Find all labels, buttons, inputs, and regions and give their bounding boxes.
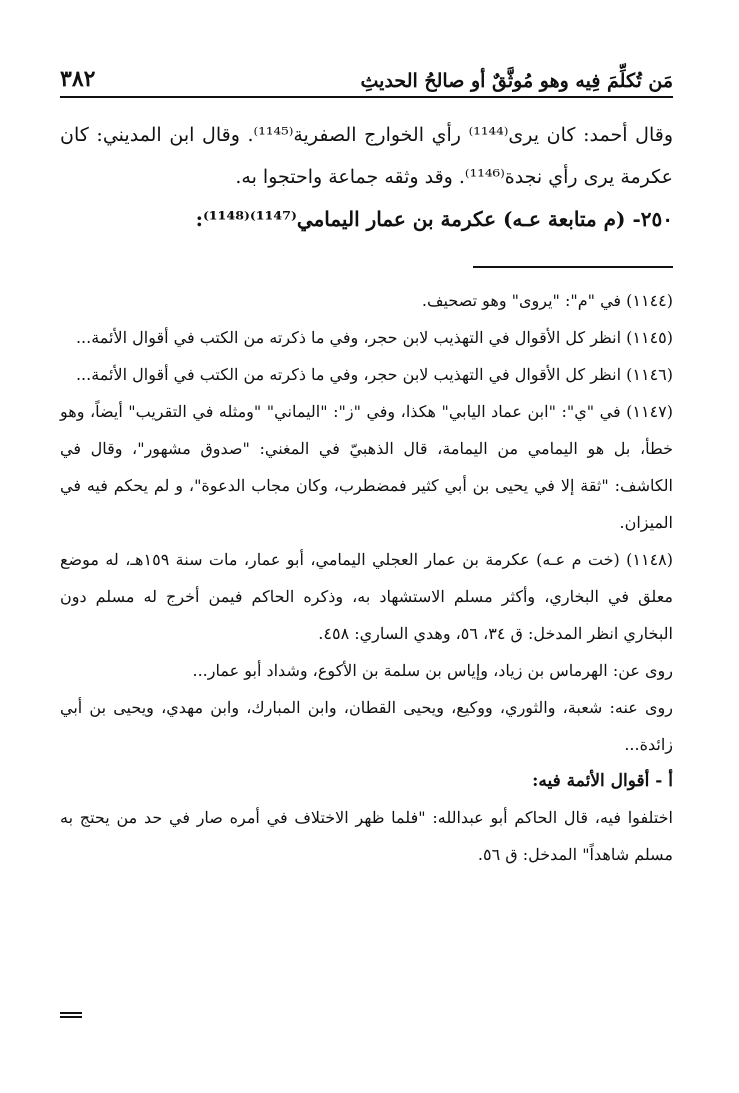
running-title: مَن تُكلِّمَ فِيه وهو مُوثَّقٌ أو صالحُ الحديثِ [360, 70, 673, 92]
page-header [60, 52, 673, 98]
footnote-1148: (١١٤٨) (خت م عـه) عكرمة بن عمار العجلي اليمامي، أبو عمار، مات سنة ١٥٩هـ، له موضع معلق في البخاري، وأكثر مسلم الاستشهاد به، وذكره الحاكم فيمن أخرج له مسلم دون البخاري انظر المدخل: ق ٣٤، ٥٦، وهدي الساري: ٤٥٨. [60, 550, 673, 643]
footnote-1144: (١١٤٤) في "م": "يروى" وهو تصحيف. [421, 291, 673, 310]
imams-sayings-heading: أ - أقوال الأئمة فيه: [532, 771, 673, 791]
final-paragraph: اختلفوا فيه، قال الحاكم أبو عبدالله: "فلما ظهر الاختلاف في أمره صار في حد من يحتج به مسلم شاهداً" المدخل: ق ٥٦. [60, 808, 673, 864]
footnote-1145: (١١٤٥) انظر كل الأقوال في التهذيب لابن حجر، وفي ما ذكرته من الكتب في أقوال الأئمة... [75, 328, 673, 347]
narrator-entry-heading: ٢٥٠- (م متابعة عـه) عكرمة بن عمار اليمامي⁽¹¹⁴⁷⁾⁽¹¹⁴⁸⁾: [195, 207, 673, 231]
page-number: ٣٨٢ [60, 66, 96, 92]
footnote-divider [473, 266, 673, 268]
narrated-by-line: روى عنه: شعبة، والثوري، ووكيع، ويحيى القطان، وابن المبارك، وابن مهدي، ويحيى بن أبي زائدة... [60, 698, 673, 754]
footnote-end-mark [60, 1012, 82, 1018]
footnotes-section [60, 282, 673, 873]
footnote-1147: (١١٤٧) في "ي": "ابن عماد اليابي" هكذا، وفي "ز": "اليماني" "ومثله في التقريب" أيضاً، وهو خطأ، بل هو اليمامي من اليمامة، قال الذهبيّ في المغني: "صدوق مشهور"، وقال في الكاشف: "ثقة إلا في يحيى بن أبي كثير فمضطرب، وكان مجاب الدعوة"، و لم يحكم فيه في الميزان. [60, 402, 673, 532]
main-text [60, 114, 673, 240]
narrated-from-line: روى عن: الهرماس بن زياد، وإياس بن سلمة بن الأكوع، وشداد أبو عمار... [192, 661, 673, 680]
body-paragraph: وقال أحمد: كان يرى⁽¹¹⁴⁴⁾ رأي الخوارج الصفرية⁽¹¹⁴⁵⁾. وقال ابن المديني: كان عكرمة يرى رأي نجدة⁽¹¹⁴⁶⁾. وقد وثقه جماعة واحتجوا به. [60, 124, 673, 188]
book-page [60, 0, 673, 1093]
footnote-1146: (١١٤٦) انظر كل الأقوال في التهذيب لابن حجر، وفي ما ذكرته من الكتب في أقوال الأئمة... [75, 365, 673, 384]
